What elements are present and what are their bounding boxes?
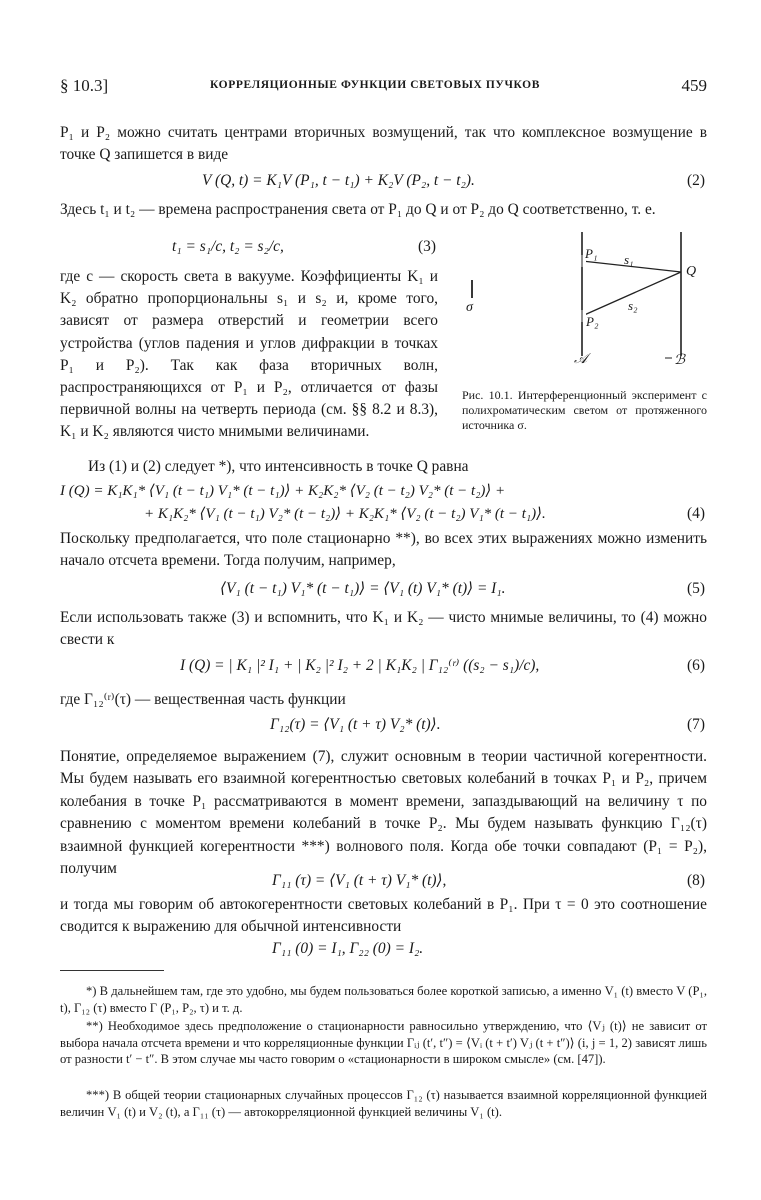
equation-9 — [60, 938, 707, 960]
figure-caption: Рис. 10.1. Интерференционный эксперимент с полихроматическим светом от протяженного источника σ. — [462, 388, 707, 432]
page-number: 459 — [681, 76, 707, 95]
running-header — [60, 76, 707, 96]
label-p1: P₁ — [585, 246, 598, 261]
footnote-1: *) В дальнейшем там, где это удобно, мы будем пользоваться более короткой записью, а именно V₁ (t) вместо V (P₁, t), Γ₁₂ (τ) вместо Γ (P₁, P₂, τ) и т. д. — [60, 984, 707, 1015]
equation-2-number: (2) — [687, 172, 705, 189]
footnote-2: **) Необходимое здесь предположение о стационарности равносильно утверждению, что ⟨Vⱼ (t)⟩ не зависит от выбора начала отсчета времени и что корреляционные функции Γᵢⱼ (t′, t″) = ⟨Vᵢ (t + t′) Vⱼ (t + t″)⟩ (i, j = 1, 2) зависят лишь от разности t′ − t″. В этом случае мы часто говорим о «стационарности в широком смысле» (см. [47]). — [60, 1019, 707, 1067]
equation-7 — [60, 714, 707, 736]
equation-8-body: Γ₁₁ (τ) = ⟨V₁ (t + τ) V₁* (t)⟩, — [272, 872, 447, 889]
footnote-3: ***) В общей теории стационарных случайных процессов Γ₁₂ (τ) называется взаимной корреляционной функцией величин V₁ (t) и V₂ (t), а Γ₁₁ (τ) — автокорреляционной функцией величины V₁ (t). — [60, 1088, 707, 1119]
equation-6 — [60, 655, 707, 679]
label-sigma: σ — [466, 300, 473, 315]
equation-4b-body: + K₁K₂* ⟨V₁ (t − t₁) V₂* (t − t₂)⟩ + K₂K₁* ⟨V₂ (t − t₂) V₁* (t − t₁)⟩. — [144, 506, 546, 522]
label-p2: P₂ — [586, 314, 599, 329]
paragraph-1: P₁ и P₂ можно считать центрами вторичных возмущений, так что комплексное возмущение в точке Q запишется в виде — [60, 124, 708, 164]
equation-2-body: V (Q, t) = K₁V (P₁, t − t₁) + K₂V (P₂, t − t₂). — [202, 172, 475, 189]
footnote-rule — [60, 970, 164, 971]
paragraph-9: и тогда мы говорим об автокогерентности световых колебаний в P₁. При τ = 0 это соотношение сводится к выражению для обычной интенсивности — [60, 896, 707, 936]
label-s2: s₂ — [628, 298, 638, 313]
equation-6-body: I (Q) = | K₁ |² I₁ + | K₂ |² I₂ + 2 | K₁K₂ | Γ₁₂⁽ʳ⁾ ((s₂ − s₁)/c), — [180, 657, 540, 674]
paragraph-7: где Γ₁₂⁽ʳ⁾(τ) — вещественная часть функции — [60, 691, 346, 708]
label-b: ℬ — [674, 353, 686, 368]
running-title: КОРРЕЛЯЦИОННЫЕ ФУНКЦИИ СВЕТОВЫХ ПУЧКОВ — [210, 79, 540, 91]
section-number: § 10.3] — [60, 76, 109, 95]
equation-4-number: (4) — [687, 505, 705, 522]
equation-3-number: (3) — [418, 238, 436, 255]
equation-4a — [60, 480, 707, 502]
equation-9-body: Γ₁₁ (0) = I₁, Γ₂₂ (0) = I₂. — [272, 940, 424, 957]
label-q: Q — [686, 264, 697, 279]
paragraph-3: где c — скорость света в вакууме. Коэффициенты K₁ и K₂ обратно пропорциональны s₁ и s₂ и, кроме того, зависят от размера отверстий и геометрии всего устройства (углов падения и углов дифракции в точках P₁ и P₂). Так как фаза вторичных волн, распространяющихся от P₁ и P₂, отличается от фазы первичной волны на четверть периода (см. §§ 8.2 и 8.3), K₁ и K₂ являются чисто мнимыми величинами. — [60, 268, 438, 441]
equation-5-number: (5) — [687, 580, 705, 597]
equation-8 — [60, 870, 707, 892]
equation-4a-body: I (Q) = K₁K₁* ⟨V₁ (t − t₁) V₁* (t − t₁)⟩ + K₂K₂* ⟨V₂ (t − t₂) V₂* (t − t₂)⟩ + — [60, 483, 506, 499]
equation-4b — [60, 503, 707, 525]
equation-7-number: (7) — [687, 716, 705, 733]
equation-3-body: t₁ = s₁/c, t₂ = s₂/c, — [172, 238, 284, 255]
equation-7-body: Γ₁₂(τ) = ⟨V₁ (t + τ) V₂* (t)⟩. — [270, 716, 441, 733]
paragraph-5: Поскольку предполагается, что поле стационарно **), во всех этих выражениях можно изменить начало отсчета времени. Тогда получим, например, — [60, 530, 707, 570]
equation-6-number: (6) — [687, 657, 705, 674]
paragraph-4: Из (1) и (2) следует *), что интенсивность в точке Q равна — [88, 458, 469, 475]
paragraph-8: Понятие, определяемое выражением (7), служит основным в теории частичной когерентности. Мы будем называть его взаимной когерентностью световых колебаний в точках P₁ и P₂, причем колебания в точке P₁ рассматриваются в момент времени, запаздывающий на величину τ по сравнению с моментом времени колебаний в точке P₂. Мы будем называть функцию Γ₁₂(τ) взаимной функцией когерентности ***) волнового поля. Когда обе точки совпадают (P₁ = P₂), получим — [60, 748, 707, 878]
equation-8-number: (8) — [687, 872, 705, 889]
equation-5 — [60, 578, 707, 600]
paragraph-6: Если использовать также (3) и вспомнить, что K₁ и K₂ — чисто мнимые величины, то (4) можно свести к — [60, 609, 707, 649]
equation-3 — [60, 236, 438, 258]
label-s1: s₁ — [624, 252, 634, 267]
equation-2 — [60, 170, 707, 192]
label-a: 𝒜 — [574, 352, 588, 367]
paragraph-2: Здесь t₁ и t₂ — времена распространения света от P₁ до Q и от P₂ до Q соответственно, т. е. — [60, 201, 656, 218]
equation-5-body: ⟨V₁ (t − t₁) V₁* (t − t₁)⟩ = ⟨V₁ (t) V₁* (t)⟩ = I₁. — [220, 580, 506, 597]
